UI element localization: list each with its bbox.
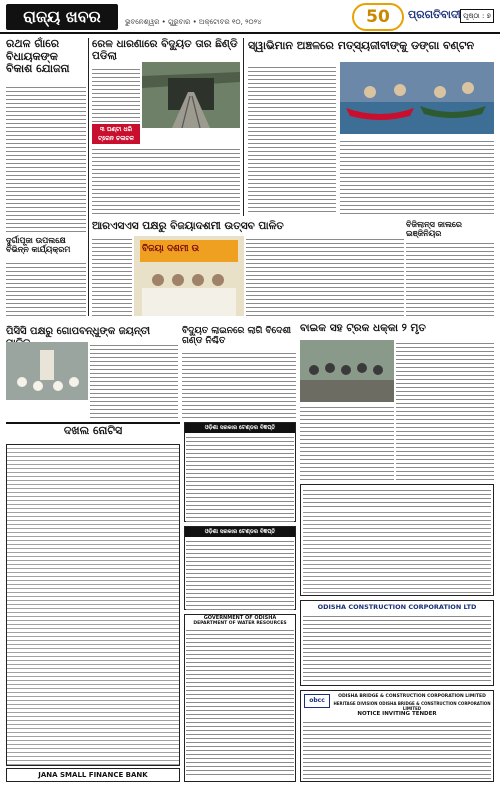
ocl-notice xyxy=(300,600,494,686)
swabhiman-body-2 xyxy=(340,138,494,216)
water-res-body xyxy=(186,627,294,777)
accident-body-2 xyxy=(300,404,394,480)
gopabandhu-photo xyxy=(6,342,88,400)
swabhiman-photo xyxy=(340,62,494,134)
tender-1-body xyxy=(186,434,294,522)
obcc-title: ODISHA BRIDGE & CONSTRUCTION CORPORATION LIMITED xyxy=(338,694,486,699)
obcc-body xyxy=(303,719,491,779)
mishap-body xyxy=(182,350,296,420)
accident-photo xyxy=(300,340,394,402)
possession-notice-table xyxy=(6,444,180,766)
jana-bank-footer: JANA SMALL FINANCE BANK xyxy=(6,768,180,782)
anniversary-logo: 50 xyxy=(352,3,404,31)
rail-body-2 xyxy=(92,146,240,216)
tender-2-body xyxy=(186,538,294,610)
left-mid-body xyxy=(6,260,86,316)
gopabandhu-headline: ପିସିସି ପକ୍ଷରୁ ଗୋପବନ୍ଧୁଙ୍କ ଜୟନ୍ତୀ xyxy=(6,326,151,337)
swabhiman-body xyxy=(248,64,336,214)
tender-2-title: ଓଡ଼ିଶା ସରକାର ଟେଣ୍ଡର ବିଜ୍ଞପ୍ତି xyxy=(185,527,295,537)
rail-headline: ରେଳ ଧାରଣାରେ ବିଦ୍ୟୁତ ତାର ଛିଣ୍ଡି ପଡିଲା xyxy=(92,38,238,63)
rss-banner-text: ବିଜୟା ଦଶମୀ ଉ xyxy=(142,244,200,254)
left-mid-headline: ଦୁର୍ଗାପୂଜା ଉପଲକ୍ଷେ ବିଭିନ୍ନ କାର୍ଯ୍ୟକ୍ରମ xyxy=(6,236,71,255)
vigilance-headline: ବିଜିଲାନ୍ସ ଜାଲରେ ଇଞ୍ଜିନିୟର xyxy=(406,220,462,239)
rss-photo xyxy=(134,236,244,316)
accident-headline: ବାଇକ ସହ ଟ୍ରକ ଧକ୍କା ୨ ମୃତ xyxy=(300,322,426,334)
large-tender-notice xyxy=(300,484,494,596)
dateline: ଭୁବନେଶ୍ୱର • ଗୁରୁବାର • ଅକ୍ଟୋବର ୧୦, ୨୦୨୪ xyxy=(125,18,262,26)
left-top-headline: ରଥଳ ଗାଁରେ ବିଧାୟକଙ୍କ ବିକାଶ ଯୋଜନା xyxy=(6,37,70,76)
tender-notice-1 xyxy=(184,422,296,522)
notice-table-body xyxy=(7,445,179,765)
rss-headline: ଆରଏସଏସ ପକ୍ଷରୁ ବିଜୟାଦଶମୀ ଉତ୍ସବ ପାଳିତ xyxy=(92,220,284,232)
column-rule xyxy=(243,38,244,216)
statue-photo-illustration xyxy=(6,342,88,400)
rss-body-2 xyxy=(246,236,404,316)
masthead xyxy=(0,0,500,34)
rail-photo xyxy=(142,62,240,128)
brand-name: ପ୍ରଗତିବାଦୀ xyxy=(408,8,461,21)
ocl-body xyxy=(303,613,491,683)
column-rule xyxy=(88,38,89,316)
obcc-notice xyxy=(300,690,494,782)
obcc-logo: obcc xyxy=(304,694,330,708)
obcc-subtitle: HERITAGE DIVISION ODISHA BRIDGE & CONSTRUCTION CORPORATION LIMITED xyxy=(333,701,491,711)
ocl-title: ODISHA CONSTRUCTION CORPORATION LTD xyxy=(317,603,477,611)
rail-highlight-box: ୩ ଘଣ୍ଟା ଧରି ଟ୍ରେନ ଚଳାଚଳ xyxy=(92,124,140,144)
large-tender-header xyxy=(303,487,491,507)
left-top-body xyxy=(6,84,86,234)
boats-photo-illustration xyxy=(340,62,494,134)
section-title: ରାଜ୍ୟ ଖବର xyxy=(6,4,118,30)
gopabandhu-body xyxy=(90,342,178,420)
accident-body xyxy=(396,340,494,480)
swabhiman-headline: ସ୍ୱାଭିମାନ ଅଞ୍ଚଳରେ ମତ୍ସ୍ୟଜୀବୀଙ୍କୁ ଡଙ୍ଗା ବଣ୍ଟନ xyxy=(248,39,475,52)
rail-body-1 xyxy=(92,66,140,122)
water-resources-notice xyxy=(184,614,296,782)
crowd-photo-illustration xyxy=(300,340,394,402)
obcc-nit: NOTICE INVITING TENDER xyxy=(357,711,437,717)
rail-photo-illustration xyxy=(142,62,240,128)
mishap-headline: ବିଦ୍ୟୁତ ଲାଇନରେ ଲାଗି ବିଦେଶୀ ଗଣ୍ଡ ନିଶ୍ଚିତ xyxy=(182,326,291,347)
possession-notice-title: ଦଖଲ ନୋଟିସ xyxy=(6,422,180,442)
page-number: ପୃଷ୍ଠା : ୭ xyxy=(460,9,494,23)
water-res-subtitle: DEPARTMENT OF WATER RESOURCES xyxy=(193,621,287,626)
tender-1-title: ଓଡ଼ିଶା ସରକାର ଟେଣ୍ଡର ବିଜ୍ଞପ୍ତି xyxy=(185,423,295,433)
tender-notice-2 xyxy=(184,526,296,610)
water-res-title: GOVERNMENT OF ODISHA xyxy=(203,615,277,621)
vigilance-body xyxy=(406,240,494,316)
rss-body-1 xyxy=(92,236,132,316)
large-tender-table xyxy=(303,509,491,593)
